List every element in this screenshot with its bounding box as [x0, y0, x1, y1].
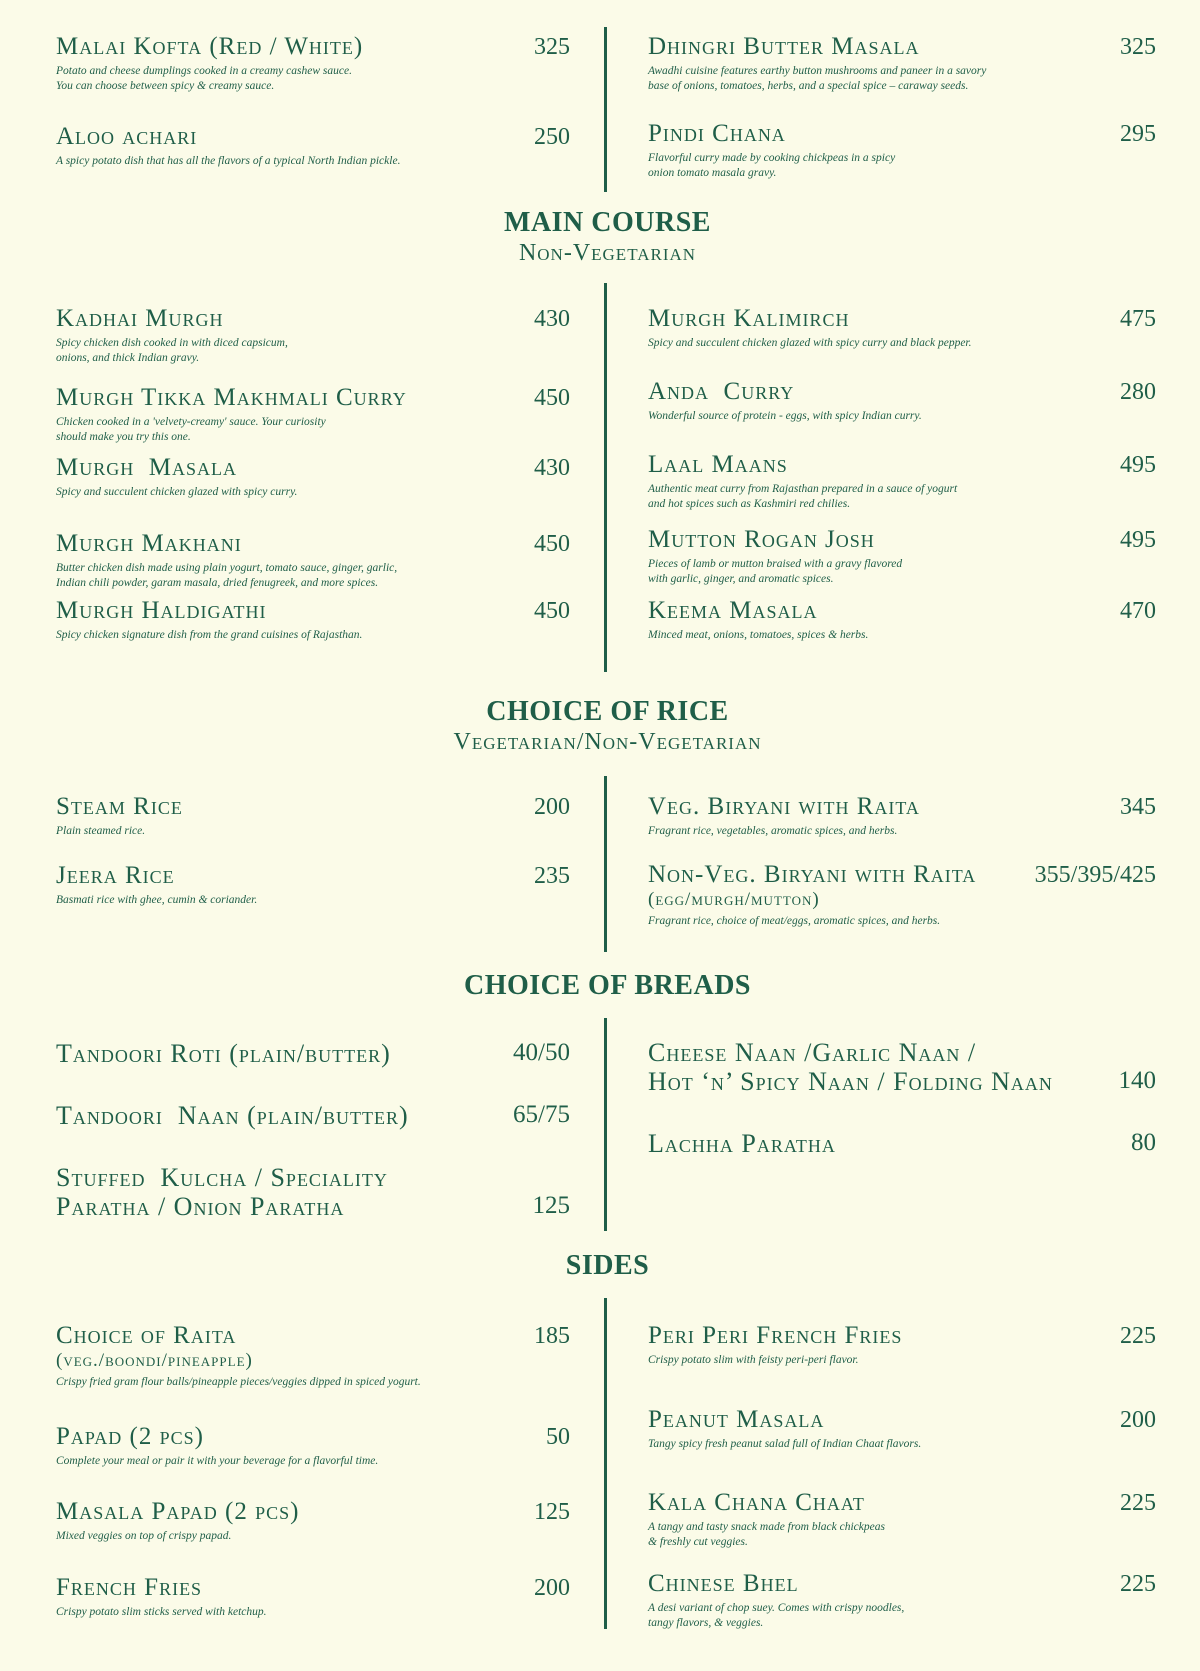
item-description: Minced meat, onions, tomatoes, spices & herbs.	[648, 629, 869, 641]
item-price: 65/75	[513, 1101, 570, 1128]
item-price: 495	[1120, 452, 1156, 478]
item-name: Papad (2 pcs)	[56, 1423, 204, 1450]
section-subheading: Vegetarian/Non-Vegetarian	[453, 729, 762, 755]
item-price: 50	[546, 1424, 570, 1450]
item-description: Crispy fried gram flour balls/pineapple pieces/veggies dipped in spiced yogurt.	[56, 1376, 421, 1388]
item-name: Murgh Masala	[56, 454, 237, 481]
item-name: Aloo achari	[56, 123, 198, 150]
column-divider	[604, 1298, 607, 1629]
menu-item	[56, 1163, 388, 1221]
menu-item	[648, 597, 868, 643]
column-divider	[604, 1018, 607, 1231]
item-price: 495	[1120, 527, 1156, 553]
item-price: 475	[1120, 306, 1156, 332]
item-name: Chinese Bhel	[648, 1570, 799, 1597]
item-description: Fragrant rice, vegetables, aromatic spices, and herbs.	[648, 825, 898, 837]
menu-item	[56, 123, 400, 169]
item-price: 325	[1120, 34, 1156, 60]
item-description: Wonderful source of protein - eggs, with spicy Indian curry.	[648, 410, 922, 422]
item-name: Kala Chana Chaat	[648, 1489, 865, 1516]
item-price: 225	[1120, 1571, 1156, 1597]
item-price: 250	[534, 124, 570, 150]
menu-item	[648, 1129, 836, 1158]
item-description: Spicy chicken signature dish from the grand cuisines of Rajasthan.	[56, 629, 363, 641]
item-price: 185	[534, 1323, 570, 1349]
item-name: Kadhai Murgh	[56, 305, 224, 332]
item-description: A spicy potato dish that has all the flavors of a typical North Indian pickle.	[56, 155, 401, 167]
item-price: 200	[534, 794, 570, 820]
item-description: Butter chicken dish made using plain yogurt, tomato sauce, ginger, garlic, Indian chili powder, garam masala, dried fenugreek, and more spices.	[56, 562, 398, 589]
column-divider	[604, 776, 607, 952]
item-description: Spicy and succulent chicken glazed with spicy curry and black pepper.	[648, 337, 972, 349]
menu-item	[648, 526, 902, 587]
menu-item	[648, 1570, 904, 1631]
item-description: Chicken cooked in a 'velvety-creamy' sauce. Your curiosity should make you try this one.	[56, 416, 326, 443]
item-name: Laal Maans	[648, 451, 788, 478]
item-price: 125	[532, 1192, 570, 1219]
menu-item	[648, 451, 957, 512]
item-name: Lachha Paratha	[648, 1129, 836, 1158]
item-price: 280	[1120, 379, 1156, 405]
item-name: Jeera Rice	[56, 862, 175, 889]
item-name: Peri Peri French Fries	[648, 1322, 903, 1349]
menu-item	[648, 1406, 921, 1452]
item-name: Dhingri Butter Masala	[648, 33, 920, 60]
section-heading: SIDES	[565, 1250, 650, 1281]
item-name: Tandoori Roti (plain/butter)	[56, 1039, 391, 1068]
item-price: 470	[1120, 598, 1156, 624]
menu-item	[648, 861, 976, 929]
item-price: 125	[534, 1499, 570, 1525]
item-description: Complete your meal or pair it with your beverage for a flavorful time.	[56, 1455, 379, 1467]
item-price: 140	[1118, 1067, 1156, 1094]
item-description: Fragrant rice, choice of meat/eggs, aromatic spices, and herbs.	[648, 915, 941, 927]
item-description: A desi variant of chop suey. Comes with crispy noodles, tangy flavors, & veggies.	[648, 1602, 905, 1629]
item-name: Veg. Biryani with Raita	[648, 793, 920, 820]
menu-item	[648, 120, 895, 181]
item-price: 450	[534, 598, 570, 624]
item-price: 235	[534, 863, 570, 889]
menu-item	[56, 384, 407, 445]
menu-item	[56, 1039, 391, 1068]
item-description: Authentic meat curry from Rajasthan prepared in a sauce of yogurt and hot spices such as Kashmiri red chilies.	[648, 483, 958, 510]
item-name: Choice of Raita	[56, 1322, 237, 1349]
item-price: 430	[534, 306, 570, 332]
column-divider	[604, 283, 607, 672]
menu-item	[56, 1423, 378, 1469]
item-name: Steam Rice	[56, 793, 183, 820]
menu-item	[648, 378, 922, 424]
section-heading: CHOICE OF RICE	[486, 696, 729, 727]
menu-item	[648, 33, 986, 94]
item-price: 295	[1120, 121, 1156, 147]
item-description: Basmati rice with ghee, cumin & coriander.	[56, 894, 258, 906]
menu-item	[56, 33, 363, 94]
item-price: 430	[534, 455, 570, 481]
menu-item	[56, 862, 257, 908]
item-price: 40/50	[513, 1039, 570, 1066]
menu-item	[56, 597, 362, 643]
item-price: 355/395/425	[1034, 862, 1156, 888]
item-description: Flavorful curry made by cooking chickpeas in a spicy onion tomato masala gravy.	[648, 152, 896, 179]
menu-item	[56, 305, 288, 366]
item-description: Plain steamed rice.	[56, 825, 146, 837]
item-name: Masala Papad (2 pcs)	[56, 1498, 300, 1525]
item-name: Peanut Masala	[648, 1406, 825, 1433]
item-name: Murgh Kalimirch	[648, 305, 850, 332]
menu-item	[648, 793, 920, 839]
item-subtitle: (veg./boondi/pineapple)	[56, 1350, 253, 1371]
menu-item	[648, 1322, 902, 1368]
menu-item	[648, 305, 972, 351]
menu-item	[648, 1038, 1053, 1096]
item-price: 450	[534, 531, 570, 557]
item-name: Malai Kofta (Red / White)	[56, 33, 364, 60]
item-price: 80	[1131, 1129, 1156, 1156]
item-name: Non-Veg. Biryani with Raita	[648, 861, 977, 888]
section-subheading: Non-Vegetarian	[518, 240, 697, 266]
item-price: 345	[1120, 794, 1156, 820]
column-divider	[604, 27, 607, 192]
item-name: Murgh Tikka Makhmali Curry	[56, 384, 407, 411]
item-price: 325	[534, 34, 570, 60]
item-description: Potato and cheese dumplings cooked in a creamy cashew sauce. You can choose between spicy & creamy sauce.	[56, 65, 352, 92]
section-heading: CHOICE OF BREADS	[463, 970, 751, 1001]
menu-item	[56, 1101, 409, 1130]
item-price: 225	[1120, 1323, 1156, 1349]
menu-item	[56, 454, 297, 500]
item-description: Mixed veggies on top of crispy papad.	[56, 1530, 232, 1542]
menu-item	[648, 1489, 885, 1550]
item-name: Tandoori Naan (plain/butter)	[56, 1101, 409, 1130]
item-name: Murgh Makhani	[56, 530, 242, 557]
item-description: Tangy spicy fresh peanut salad full of Indian Chaat flavors.	[648, 1438, 922, 1450]
item-name: Pindi Chana	[648, 120, 786, 147]
item-name: Murgh Haldigathi	[56, 597, 267, 624]
menu-item	[56, 530, 397, 591]
item-description: Crispy potato slim sticks served with ketchup.	[56, 1606, 267, 1618]
item-price: 450	[534, 385, 570, 411]
item-name: Stuffed Kulcha / Speciality Paratha / Onion Paratha	[56, 1163, 388, 1221]
menu-item	[56, 1574, 267, 1620]
item-name: Cheese Naan /Garlic Naan / Hot ‘n’ Spicy Naan / Folding Naan	[648, 1038, 1053, 1096]
menu-item	[56, 793, 183, 839]
menu-item	[56, 1322, 421, 1390]
item-name: Mutton Rogan Josh	[648, 526, 875, 553]
item-description: Spicy and succulent chicken glazed with spicy curry.	[56, 486, 298, 498]
item-name: Keema Masala	[648, 597, 818, 624]
item-price: 200	[1120, 1407, 1156, 1433]
item-subtitle: (egg/murgh/mutton)	[648, 889, 820, 910]
item-description: Pieces of lamb or mutton braised with a gravy flavored with garlic, ginger, and aromatic spices.	[648, 558, 903, 585]
item-description: A tangy and tasty snack made from black chickpeas & freshly cut veggies.	[648, 1521, 885, 1548]
item-description: Crispy potato slim with feisty peri-peri flavor.	[648, 1354, 859, 1366]
item-name: French Fries	[56, 1574, 203, 1601]
item-price: 200	[534, 1575, 570, 1601]
item-description: Awadhi cuisine features earthy button mushrooms and paneer in a savory base of onions, tomatoes, herbs, and a special spice – caraway seeds.	[648, 65, 987, 92]
item-name: Anda Curry	[648, 378, 795, 405]
menu-item	[56, 1498, 299, 1544]
item-description: Spicy chicken dish cooked in with diced capsicum, onions, and thick Indian gravy.	[56, 337, 288, 364]
item-price: 225	[1120, 1490, 1156, 1516]
section-heading: MAIN COURSE	[504, 207, 711, 238]
